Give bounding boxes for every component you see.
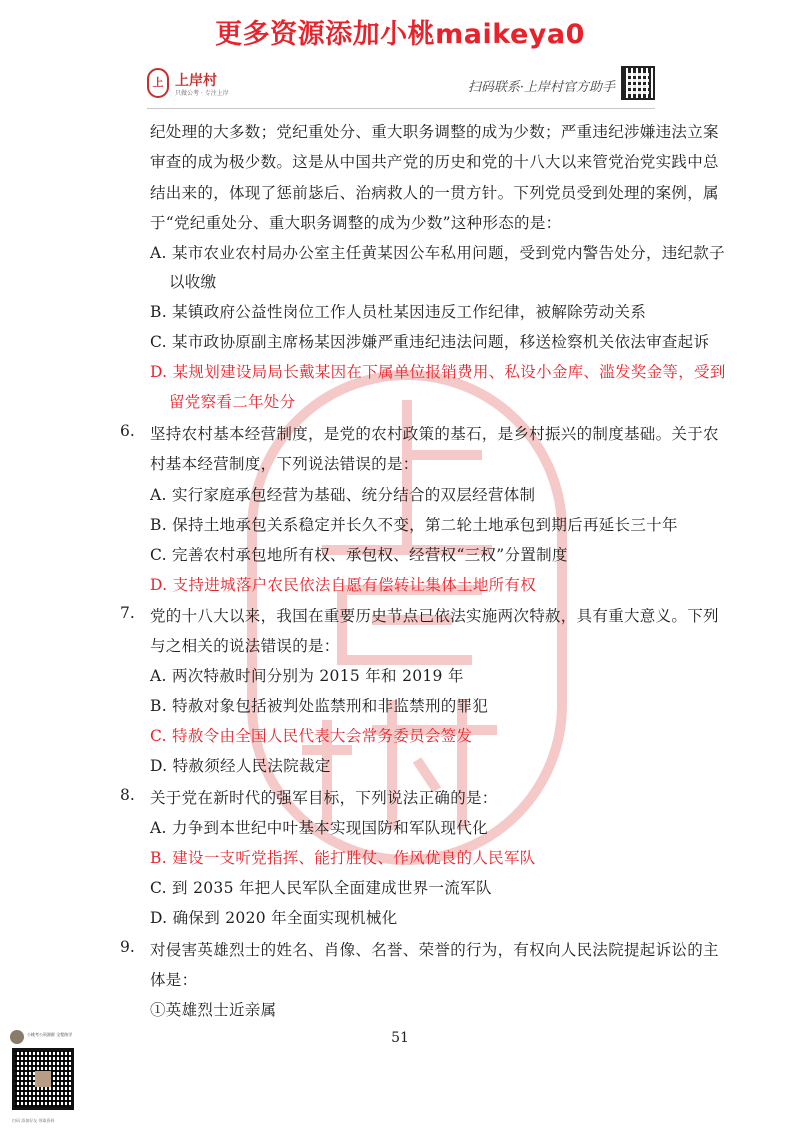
paragraph-line: 纪处理的大多数；党纪重处分、重大职务调整的成为少数；严重违纪涉嫌违法立案 (150, 123, 719, 141)
option-d: D. 特赦须经人民法院裁定 (150, 757, 331, 775)
question-number: 6. (120, 422, 135, 440)
logo-badge-icon: 上 (147, 68, 169, 98)
question-number: 8. (120, 786, 135, 804)
question-stem: 体是： (150, 971, 198, 989)
page-number: 51 (391, 1030, 409, 1046)
question-number: 9. (120, 938, 135, 956)
option-c: C. 完善农村承包地所有权、承包权、经营权“三权”分置制度 (150, 546, 568, 564)
option-b: B. 保持土地承包关系稳定并长久不变，第二轮土地承包到期后再延长三十年 (150, 516, 678, 534)
question-stem: 对侵害英雄烈士的姓名、肖像、名誉、荣誉的行为，有权向人民法院提起诉讼的主 (150, 941, 719, 959)
question-stem: 与之相关的说法错误的是： (150, 637, 340, 655)
option-a: A. 实行家庭承包经营为基础、统分结合的双层经营体制 (150, 486, 536, 504)
qr-center-photo (35, 1071, 51, 1087)
avatar (10, 1030, 24, 1044)
option-b: B. 某镇政府公益性岗位工作人员杜某因违反工作纪律，被解除劳动关系 (150, 303, 647, 321)
option-c-answer: C. 特赦令由全国人民代表大会常务委员会签发 (150, 727, 473, 745)
option-d-answer-continued: 留党察看二年处分 (169, 393, 296, 411)
corner-caption: 小桃考公资源群 全程陪学 (27, 1032, 73, 1037)
logo-tagline: 只做公考 · 专注上岸 (175, 90, 229, 97)
option-d-answer: D. 某规划建设局局长戴某因在下属单位报销费用、私设小金库、滥发奖金等，受到 (150, 363, 726, 381)
option-b-answer: B. 建设一支听党指挥、能打胜仗、作风优良的人民军队 (150, 849, 536, 867)
option-d: D. 确保到 2020 年全面实现机械化 (150, 909, 398, 927)
option-c: C. 到 2035 年把人民军队全面建成世界一流军队 (150, 879, 492, 897)
option-a: A. 某市农业农村局办公室主任黄某因公车私用问题，受到党内警告处分，违纪款子 (150, 244, 725, 262)
option-b: B. 特赦对象包括被判处监禁刑和非监禁刑的罪犯 (150, 697, 489, 715)
option-1: ①英雄烈士近亲属 (150, 1001, 277, 1019)
option-a: A. 力争到本世纪中叶基本实现国防和军队现代化 (150, 819, 488, 837)
resource-banner: 更多资源添加小桃maikeya0 (215, 19, 585, 50)
question-stem: 关于党在新时代的强军目标，下列说法正确的是： (150, 789, 498, 807)
question-stem: 村基本经营制度，下列说法错误的是： (150, 455, 419, 473)
corner-qr-card[interactable] (10, 1030, 92, 1130)
paragraph-line: 审查的成为极少数。这是从中国共产党的历史和党的十八大以来管党治党实践中总 (150, 153, 719, 171)
option-a-continued: 以收缴 (169, 273, 217, 291)
qr-code-icon[interactable] (12, 1048, 74, 1110)
paragraph-line: 结出来的，体现了惩前毖后、治病救人的一贯方针。下列党员受到处理的案例，属 (150, 184, 719, 202)
logo-name: 上岸村 (175, 73, 217, 89)
question-number: 7. (120, 604, 135, 622)
paragraph-line: 于“党纪重处分、重大职务调整的成为少数”这种形态的是： (150, 214, 562, 232)
option-a: A. 两次特赦时间分别为 2015 年和 2019 年 (150, 667, 464, 685)
question-stem: 党的十八大以来，我国在重要历史节点已依法实施两次特赦，具有重大意义。下列 (150, 607, 719, 625)
question-stem: 坚持农村基本经营制度，是党的农村政策的基石，是乡村振兴的制度基础。关于农 (150, 425, 719, 443)
header-contact-text: 扫码联系·上岸村官方助手 (467, 80, 615, 95)
option-d-answer: D. 支持进城落户农民依法自愿有偿转让集体土地所有权 (150, 576, 537, 594)
corner-footer: 扫码 添加好友 领取资料 (12, 1118, 55, 1123)
option-c: C. 某市政协原副主席杨某因涉嫌严重违纪违法问题，移送检察机关依法审查起诉 (150, 333, 710, 351)
